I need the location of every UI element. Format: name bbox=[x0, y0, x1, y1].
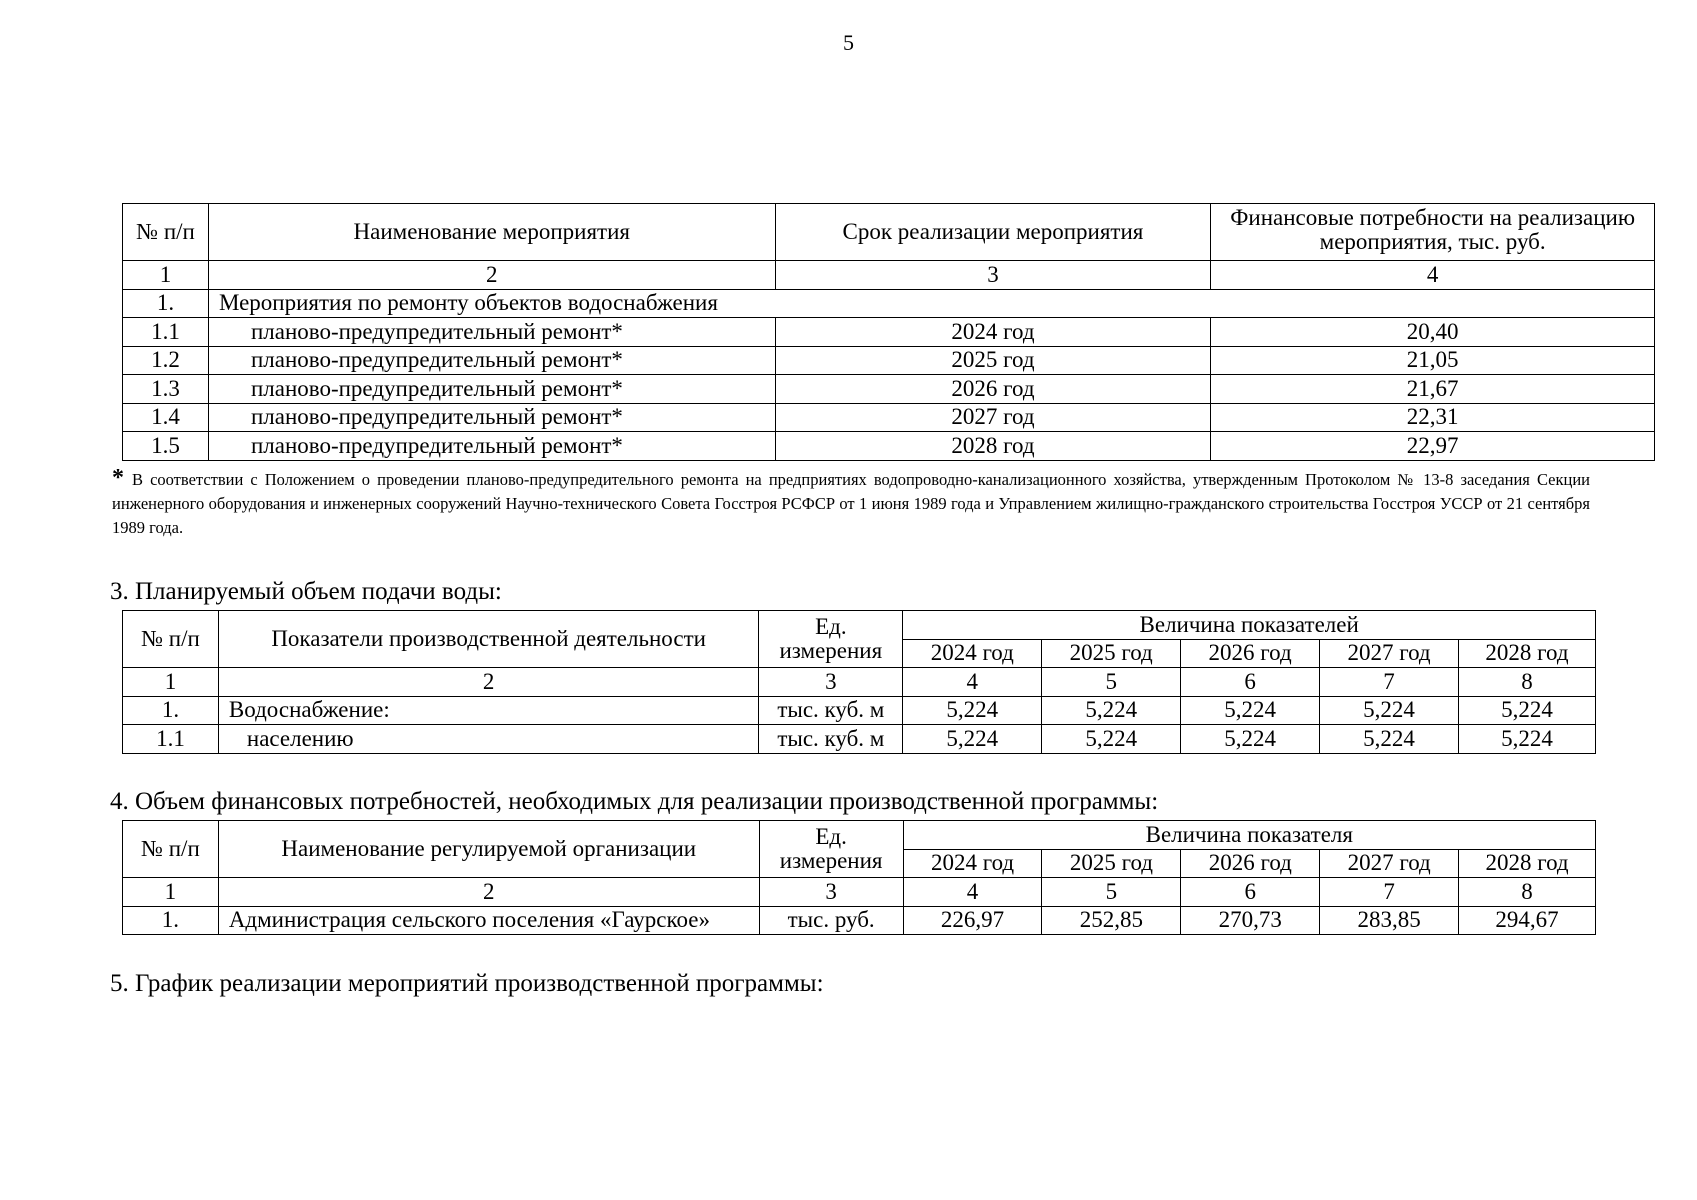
row-value: 5,224 bbox=[1042, 725, 1181, 754]
table-row bbox=[123, 346, 1655, 375]
col-number: 6 bbox=[1181, 878, 1320, 907]
header-num: № п/п bbox=[123, 204, 209, 261]
table-row bbox=[123, 725, 1596, 754]
table-row bbox=[123, 906, 1596, 935]
column-number-row bbox=[123, 261, 1655, 290]
row-value: 5,224 bbox=[1459, 696, 1596, 725]
table-row bbox=[123, 318, 1655, 347]
row-value: 5,224 bbox=[903, 725, 1042, 754]
row-measure-name: планово-предупредительный ремонт* bbox=[208, 432, 775, 461]
header-year: 2028 год bbox=[1459, 639, 1596, 668]
row-measure-name: планово-предупредительный ремонт* bbox=[208, 346, 775, 375]
col-number: 5 bbox=[1042, 668, 1181, 697]
table-row bbox=[123, 432, 1655, 461]
row-value: 226,97 bbox=[903, 906, 1042, 935]
row-measure-name: планово-предупредительный ремонт* bbox=[208, 403, 775, 432]
header-year: 2025 год bbox=[1042, 849, 1181, 878]
row-num: 1. bbox=[123, 906, 219, 935]
page-number: 5 bbox=[843, 30, 854, 55]
row-term: 2026 год bbox=[775, 375, 1211, 404]
header-term: Срок реализации мероприятия bbox=[775, 204, 1211, 261]
header-financial-needs: Финансовые потребности на реализацию мероприятия, тыс. руб. bbox=[1211, 204, 1655, 261]
col-number: 3 bbox=[775, 261, 1211, 290]
row-num: 1.4 bbox=[123, 403, 209, 432]
row-measure-name: планово-предупредительный ремонт* bbox=[208, 375, 775, 404]
row-value: 270,73 bbox=[1181, 906, 1320, 935]
footnote bbox=[112, 466, 1590, 540]
header-organization-name: Наименование регулируемой организации bbox=[218, 821, 759, 878]
table-row bbox=[123, 375, 1655, 404]
header-year: 2024 год bbox=[903, 849, 1042, 878]
section-name: Мероприятия по ремонту объектов водоснабжения bbox=[208, 289, 1654, 318]
header-year: 2025 год bbox=[1042, 639, 1181, 668]
table-header-row bbox=[123, 611, 1596, 640]
row-term: 2024 год bbox=[775, 318, 1211, 347]
table-row bbox=[123, 696, 1596, 725]
col-number: 2 bbox=[218, 878, 759, 907]
col-number: 8 bbox=[1459, 668, 1596, 697]
row-unit: тыс. руб. bbox=[759, 906, 903, 935]
col-number: 2 bbox=[218, 668, 758, 697]
row-value: 294,67 bbox=[1459, 906, 1596, 935]
header-year: 2028 год bbox=[1459, 849, 1596, 878]
col-number: 3 bbox=[759, 668, 903, 697]
col-number: 4 bbox=[1211, 261, 1655, 290]
row-unit: тыс. куб. м bbox=[759, 696, 903, 725]
row-value: 5,224 bbox=[1181, 725, 1320, 754]
row-measure-name: планово-предупредительный ремонт* bbox=[208, 318, 775, 347]
col-number: 1 bbox=[123, 261, 209, 290]
row-num: 1.2 bbox=[123, 346, 209, 375]
water-supply-volume-table bbox=[122, 610, 1596, 754]
row-amount: 22,31 bbox=[1211, 403, 1655, 432]
table-row bbox=[123, 403, 1655, 432]
row-num: 1. bbox=[123, 696, 219, 725]
row-amount: 22,97 bbox=[1211, 432, 1655, 461]
row-unit: тыс. куб. м bbox=[759, 725, 903, 754]
col-number: 5 bbox=[1042, 878, 1181, 907]
row-amount: 20,40 bbox=[1211, 318, 1655, 347]
table-header-row bbox=[123, 821, 1596, 850]
section-4-title: 4. Объем финансовых потребностей, необходимых для реализации производственной программы: bbox=[110, 788, 1159, 815]
col-number: 6 bbox=[1181, 668, 1320, 697]
row-value: 5,224 bbox=[1459, 725, 1596, 754]
row-amount: 21,67 bbox=[1211, 375, 1655, 404]
row-num: 1.3 bbox=[123, 375, 209, 404]
col-number: 3 bbox=[759, 878, 903, 907]
header-num: № п/п bbox=[123, 821, 219, 878]
footnote-text: В соответствии с Положением о проведении планово-предупредительного ремонта на предприятиях водопроводно-канализационного хозяйства, утвержденным Протоколом № 13-8 заседания Секции инженерного оборудования и инженерных сооружений Научно-технического Совета Госстроя РСФСР от 1 июня 1989 года и Управлением жилищно-гражданского строительства Госстроя УССР от 21 сентября 1989 года. bbox=[112, 470, 1590, 537]
row-amount: 21,05 bbox=[1211, 346, 1655, 375]
financial-needs-table bbox=[122, 820, 1596, 935]
col-number: 1 bbox=[123, 878, 219, 907]
row-term: 2027 год bbox=[775, 403, 1211, 432]
row-indicator-name: Водоснабжение: bbox=[218, 696, 758, 725]
header-unit: Ед. измерения bbox=[759, 821, 903, 878]
header-year: 2026 год bbox=[1181, 639, 1320, 668]
section-5-title: 5. График реализации мероприятий производственной программы: bbox=[110, 970, 824, 997]
row-value: 283,85 bbox=[1320, 906, 1459, 935]
header-year: 2027 год bbox=[1320, 639, 1459, 668]
repair-measures-table bbox=[122, 203, 1655, 461]
column-number-row bbox=[123, 668, 1596, 697]
row-value: 5,224 bbox=[1042, 696, 1181, 725]
row-organization-name: Администрация сельского поселения «Гаурское» bbox=[218, 906, 759, 935]
section-3-title: 3. Планируемый объем подачи воды: bbox=[110, 578, 502, 605]
header-values-group: Величина показателей bbox=[903, 611, 1596, 640]
header-measure-name: Наименование мероприятия bbox=[208, 204, 775, 261]
column-number-row bbox=[123, 878, 1596, 907]
table-header-row bbox=[123, 204, 1655, 261]
row-term: 2028 год bbox=[775, 432, 1211, 461]
row-term: 2025 год bbox=[775, 346, 1211, 375]
col-number: 4 bbox=[903, 878, 1042, 907]
footnote-star: * bbox=[112, 465, 124, 491]
row-num: 1.1 bbox=[123, 725, 219, 754]
header-year: 2026 год bbox=[1181, 849, 1320, 878]
row-value: 5,224 bbox=[1181, 696, 1320, 725]
row-value: 5,224 bbox=[903, 696, 1042, 725]
header-values-group: Величина показателя bbox=[903, 821, 1595, 850]
row-value: 252,85 bbox=[1042, 906, 1181, 935]
header-year: 2027 год bbox=[1320, 849, 1459, 878]
col-number: 1 bbox=[123, 668, 219, 697]
row-num: 1. bbox=[123, 289, 209, 318]
col-number: 4 bbox=[903, 668, 1042, 697]
row-value: 5,224 bbox=[1320, 725, 1459, 754]
section-row bbox=[123, 289, 1655, 318]
header-num: № п/п bbox=[123, 611, 219, 668]
row-indicator-name: населению bbox=[218, 725, 758, 754]
row-num: 1.1 bbox=[123, 318, 209, 347]
row-value: 5,224 bbox=[1320, 696, 1459, 725]
header-year: 2024 год bbox=[903, 639, 1042, 668]
col-number: 2 bbox=[208, 261, 775, 290]
col-number: 7 bbox=[1320, 878, 1459, 907]
col-number: 8 bbox=[1459, 878, 1596, 907]
header-indicator-name: Показатели производственной деятельности bbox=[218, 611, 758, 668]
row-num: 1.5 bbox=[123, 432, 209, 461]
header-unit: Ед. измерения bbox=[759, 611, 903, 668]
col-number: 7 bbox=[1320, 668, 1459, 697]
